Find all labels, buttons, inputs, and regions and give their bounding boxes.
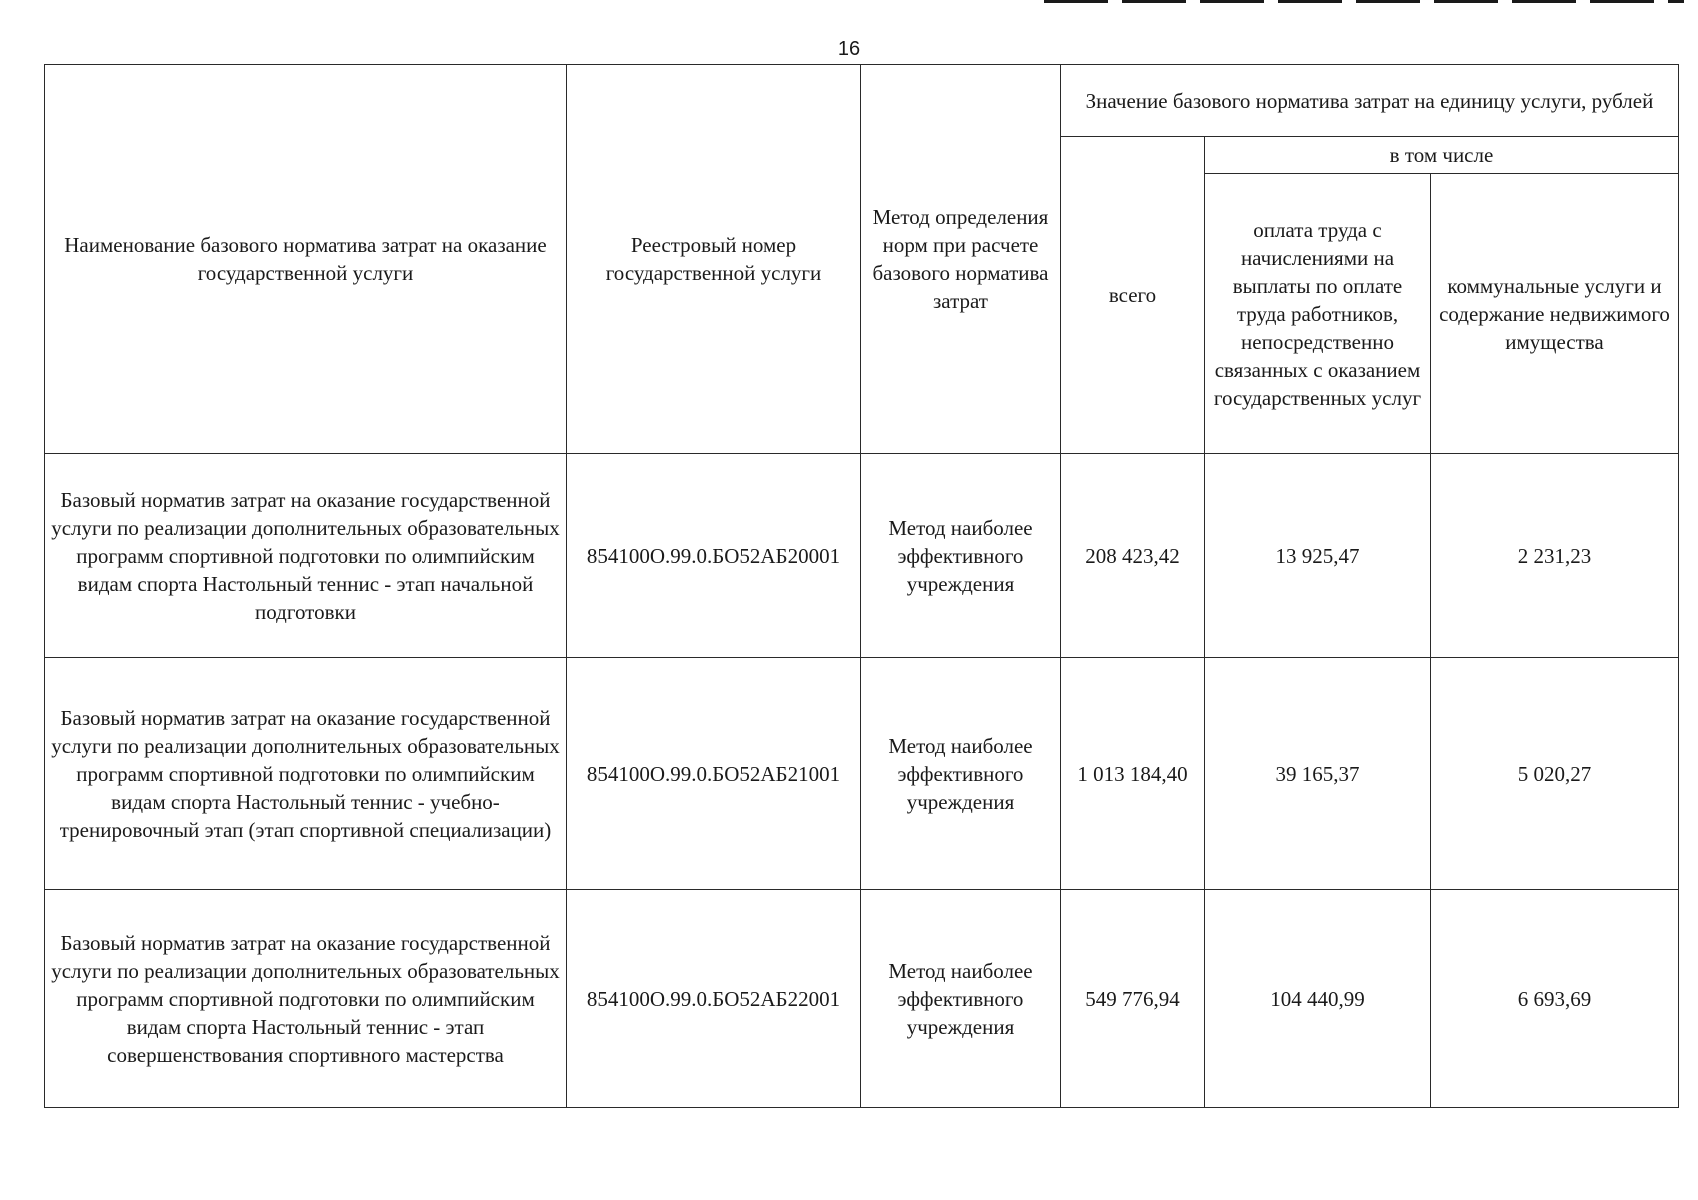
header-row-1 xyxy=(45,65,1679,137)
row-utilities: 2 231,23 xyxy=(1431,454,1679,658)
scan-top-marks xyxy=(1044,0,1684,3)
table-row xyxy=(45,454,1679,658)
row-name: Базовый норматив затрат на оказание государственной услуги по реализации дополнительных образовательных программ спортивной подготовки по олимпийским видам спорта Настольный теннис - этап совершенствования спортивного мастерства xyxy=(45,890,567,1108)
table-row xyxy=(45,890,1679,1108)
row-name: Базовый норматив затрат на оказание государственной услуги по реализации дополнительных образовательных программ спортивной подготовки по олимпийским видам спорта Настольный теннис - этап начальной подготовки xyxy=(45,454,567,658)
row-labor: 39 165,37 xyxy=(1205,658,1431,890)
header-including: в том числе xyxy=(1205,137,1679,174)
header-method: Метод определения норм при расчете базового норматива затрат xyxy=(861,65,1061,454)
row-total: 1 013 184,40 xyxy=(1061,658,1205,890)
row-method: Метод наиболее эффективного учреждения xyxy=(861,890,1061,1108)
row-total: 208 423,42 xyxy=(1061,454,1205,658)
row-method: Метод наиболее эффективного учреждения xyxy=(861,454,1061,658)
header-labor: оплата труда с начислениями на выплаты по оплате труда работников, непосредственно связанных с оказанием государственных услуг xyxy=(1205,174,1431,454)
row-registry-number: 854100О.99.0.БО52АБ20001 xyxy=(567,454,861,658)
table-row xyxy=(45,658,1679,890)
row-registry-number: 854100О.99.0.БО52АБ22001 xyxy=(567,890,861,1108)
row-utilities: 6 693,69 xyxy=(1431,890,1679,1108)
cost-norm-table xyxy=(44,64,1679,1108)
row-labor: 13 925,47 xyxy=(1205,454,1431,658)
row-utilities: 5 020,27 xyxy=(1431,658,1679,890)
header-name: Наименование базового норматива затрат на оказание государственной услуги xyxy=(45,65,567,454)
row-name: Базовый норматив затрат на оказание государственной услуги по реализации дополнительных образовательных программ спортивной подготовки по олимпийским видам спорта Настольный теннис - учебно-тренировочный этап (этап спортивной специализации) xyxy=(45,658,567,890)
header-value-group: Значение базового норматива затрат на единицу услуги, рублей xyxy=(1061,65,1679,137)
row-method: Метод наиболее эффективного учреждения xyxy=(861,658,1061,890)
row-total: 549 776,94 xyxy=(1061,890,1205,1108)
page-number: 16 xyxy=(837,38,861,60)
row-labor: 104 440,99 xyxy=(1205,890,1431,1108)
header-registry-number: Реестровый номер государственной услуги xyxy=(567,65,861,454)
header-utilities: коммунальные услуги и содержание недвижимого имущества xyxy=(1431,174,1679,454)
header-total: всего xyxy=(1061,137,1205,454)
row-registry-number: 854100О.99.0.БО52АБ21001 xyxy=(567,658,861,890)
